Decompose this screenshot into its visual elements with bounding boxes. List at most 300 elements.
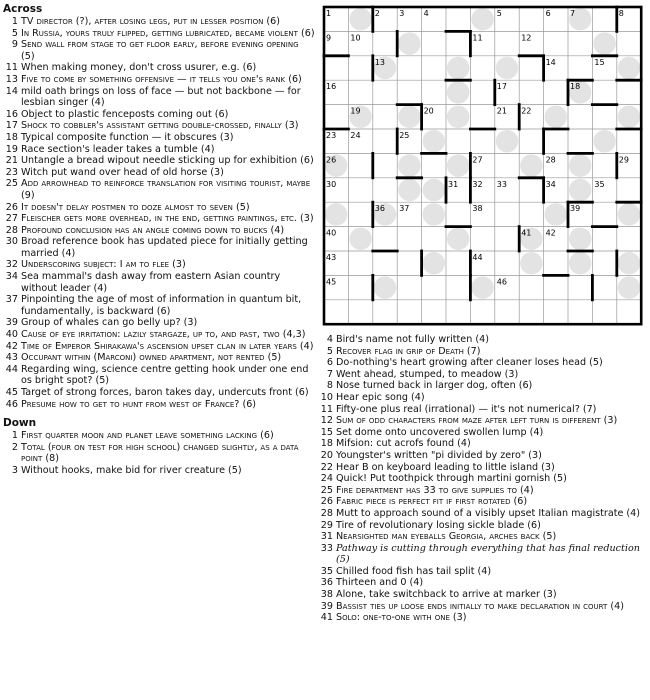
grid-cell[interactable]	[397, 251, 421, 275]
across-clue-5[interactable]	[3, 28, 315, 40]
clue-number: 19	[5, 143, 18, 155]
grid-cell[interactable]	[544, 251, 568, 275]
grid-cell[interactable]	[617, 202, 641, 226]
clue-text: Five to come by something offensive — it tells you one's rank (6)	[21, 73, 302, 85]
across-clue-16[interactable]	[3, 109, 315, 121]
grid-cell[interactable]	[470, 227, 494, 251]
grid-cell[interactable]	[397, 227, 421, 251]
grid-cell[interactable]	[617, 129, 641, 153]
grid-cell[interactable]	[422, 56, 446, 80]
grid-cell[interactable]	[397, 105, 421, 129]
cell-number: 17	[496, 82, 507, 92]
grid-cell[interactable]	[446, 300, 470, 324]
grid-cell[interactable]	[617, 275, 641, 299]
grid-cell[interactable]	[397, 56, 421, 80]
across-header: Across	[3, 3, 43, 15]
grid-cell[interactable]	[519, 251, 543, 275]
grid-cell[interactable]	[592, 300, 616, 324]
clue-text: Quick! Put toothpick through martini gornish (5)	[336, 473, 567, 485]
grid-cell[interactable]	[373, 129, 397, 153]
grid-cell[interactable]	[519, 202, 543, 226]
down-clue-24[interactable]	[318, 473, 648, 485]
grid-cell[interactable]	[544, 275, 568, 299]
grid-cell[interactable]	[373, 300, 397, 324]
grid-cell[interactable]	[544, 31, 568, 55]
clue-number: 13	[5, 73, 18, 85]
grid-cell[interactable]	[348, 227, 372, 251]
across-clue-30[interactable]	[3, 236, 315, 259]
grid-cell[interactable]	[373, 227, 397, 251]
clue-text: Typical composite function — it obscures (3)	[21, 131, 234, 143]
across-clue-14[interactable]	[3, 86, 315, 109]
clue-number: 22	[320, 461, 333, 473]
grid-cell[interactable]	[519, 300, 543, 324]
grid-cell[interactable]	[446, 129, 470, 153]
grid-cell[interactable]	[373, 153, 397, 177]
grid-cell[interactable]	[446, 31, 470, 55]
across-clue-37[interactable]	[3, 294, 315, 317]
down-clue-41[interactable]	[318, 612, 648, 624]
clue-number: 39	[320, 600, 333, 612]
down-header: Down	[3, 417, 37, 430]
clue-text: Add arrowhead to reinforce translation for visiting tourist, maybe (9)	[21, 178, 311, 201]
clue-number: 37	[5, 294, 18, 306]
grid-cell[interactable]	[617, 300, 641, 324]
clue-text: Chilled food fish has tail split (4)	[336, 565, 492, 577]
clue-number: 39	[5, 317, 18, 329]
down-clue-38[interactable]	[318, 589, 648, 601]
clue-number: 8	[326, 380, 333, 392]
grid-cell[interactable]	[519, 129, 543, 153]
cell-number: 8	[618, 9, 624, 18]
down-clue-list-continued	[318, 334, 648, 624]
clue-number: 26	[320, 496, 333, 508]
down-clue-36[interactable]	[318, 577, 648, 589]
down-clue-11[interactable]	[318, 404, 648, 416]
across-clue-13[interactable]	[3, 74, 315, 86]
grid-cell[interactable]	[544, 202, 568, 226]
grid-cell[interactable]	[397, 153, 421, 177]
cell-number: 10	[350, 33, 361, 43]
grid-cell[interactable]	[519, 56, 543, 80]
down-clue-22[interactable]	[318, 462, 648, 474]
grid-cell[interactable]	[592, 153, 616, 177]
clue-text: Occupant within (Marconi) owned apartment, not rented (5)	[21, 352, 282, 364]
grid-cell[interactable]	[446, 153, 470, 177]
down-clue-18[interactable]	[318, 438, 648, 450]
cell-number: 18	[570, 82, 581, 92]
cell-number: 7	[570, 9, 576, 18]
grid-cell[interactable]	[617, 105, 641, 129]
clue-text: Regarding wing, science centre getting hook under one end os bright spot? (5)	[21, 363, 309, 387]
across-clue-11[interactable]	[3, 62, 315, 74]
grid-cell[interactable]	[592, 251, 616, 275]
grid-cell[interactable]	[324, 202, 348, 226]
across-clue-43[interactable]	[3, 352, 315, 364]
cell-number: 29	[618, 155, 629, 165]
across-clue-1[interactable]	[3, 16, 315, 28]
grid-cell[interactable]	[324, 300, 348, 324]
grid-cell[interactable]	[519, 7, 543, 31]
clue-text: Bird's name not fully written (4)	[336, 334, 489, 345]
down-clue-31[interactable]	[318, 531, 648, 543]
cell-number: 41	[521, 228, 532, 238]
across-clue-45[interactable]	[3, 387, 315, 399]
grid-cell[interactable]	[422, 227, 446, 251]
cell-number: 23	[326, 131, 337, 140]
cell-number: 26	[326, 155, 337, 165]
grid-cell[interactable]	[495, 300, 519, 324]
grid-cell[interactable]	[348, 275, 372, 299]
clue-number: 36	[320, 577, 333, 589]
clue-number: 32	[5, 259, 18, 271]
clue-text: Pathway is cutting through everything that has final reduction (5)	[336, 542, 640, 566]
down-clue-33[interactable]	[318, 543, 648, 566]
grid-cell[interactable]	[348, 251, 372, 275]
clue-number: 25	[320, 484, 333, 496]
clue-number: 45	[5, 387, 18, 398]
grid-cell[interactable]	[446, 275, 470, 299]
down-clue-8[interactable]	[318, 380, 648, 392]
grid-cell[interactable]	[470, 7, 494, 31]
grid-cell[interactable]	[592, 129, 616, 153]
down-clue-5[interactable]	[318, 346, 648, 358]
grid-cell[interactable]	[568, 56, 592, 80]
cell-number: 6	[545, 9, 551, 18]
down-clue-25[interactable]	[318, 485, 648, 497]
clue-number: 4	[326, 334, 333, 345]
grid-cell[interactable]	[446, 105, 470, 129]
grid-cell[interactable]	[568, 227, 592, 251]
down-clue-28[interactable]	[318, 508, 648, 520]
clue-number: 34	[5, 271, 18, 283]
across-clue-42[interactable]	[3, 341, 315, 353]
clue-text: Went ahead, stumped, to meadow (3)	[336, 368, 519, 380]
across-clue-21[interactable]	[3, 155, 315, 167]
clue-text: Send wall from stage to get floor early, before evening opening (5)	[21, 39, 299, 62]
cell-number: 16	[326, 82, 337, 92]
grid-cell[interactable]	[495, 129, 519, 153]
grid-cell[interactable]	[446, 80, 470, 104]
clue-text: When making money, don't cross usurer, e.g. (6)	[21, 62, 257, 74]
clue-text: Sea mammal's dash away from eastern Asian country without leader (4)	[21, 271, 281, 294]
cell-number: 38	[472, 204, 483, 214]
clue-number: 27	[5, 213, 18, 225]
cell-number: 2	[374, 9, 380, 18]
clue-text: Recover flag in grip of Death (7)	[336, 345, 481, 357]
down-clue-15[interactable]	[318, 427, 648, 439]
clue-number: 5	[11, 27, 18, 39]
down-clue-26[interactable]	[318, 496, 648, 508]
across-clue-25[interactable]	[3, 178, 315, 201]
clue-number: 41	[320, 612, 333, 624]
clue-text: It doesn't delay postmen to doze almost to seven (5)	[21, 201, 250, 213]
cell-number: 33	[496, 179, 507, 189]
across-clue-27[interactable]	[3, 213, 315, 225]
down-clue-10[interactable]	[318, 392, 648, 404]
cell-number: 22	[521, 106, 532, 116]
clue-number: 14	[5, 85, 18, 97]
cell-number: 39	[570, 204, 581, 214]
clue-text: Untangle a bread wipout needle sticking up for exhibition (6)	[21, 155, 314, 167]
grid-cell[interactable]	[422, 275, 446, 299]
cell-number: 20	[423, 106, 434, 116]
clue-text: TV director (?), after losing legs, put in lesser position (6)	[21, 16, 280, 27]
cell-number: 5	[496, 9, 502, 18]
clue-text: Group of whales can go belly up? (3)	[21, 317, 198, 329]
cell-number: 40	[326, 228, 337, 238]
across-clue-44[interactable]	[3, 364, 315, 387]
grid-cell[interactable]	[397, 178, 421, 202]
grid-cell[interactable]	[592, 7, 616, 31]
clue-number: 40	[5, 329, 18, 341]
grid-cell[interactable]	[592, 202, 616, 226]
down-clue-20[interactable]	[318, 450, 648, 462]
grid-cell[interactable]	[519, 178, 543, 202]
grid-cell[interactable]	[422, 300, 446, 324]
grid-cell[interactable]	[446, 56, 470, 80]
down-clue-3[interactable]	[3, 465, 315, 477]
cell-number: 28	[545, 155, 556, 165]
down-clue-1[interactable]	[3, 430, 315, 442]
grid-cell[interactable]	[617, 80, 641, 104]
clue-number: 16	[5, 108, 18, 120]
grid-cell[interactable]	[592, 31, 616, 55]
grid-cell[interactable]	[373, 275, 397, 299]
grid-cell[interactable]	[592, 275, 616, 299]
grid-cell[interactable]	[495, 56, 519, 80]
across-clue-28[interactable]	[3, 225, 315, 237]
down-clue-35[interactable]	[318, 566, 648, 578]
crossword-grid[interactable]	[322, 5, 646, 333]
grid-cell[interactable]	[617, 31, 641, 55]
grid-cell[interactable]	[470, 275, 494, 299]
grid-cell[interactable]	[568, 251, 592, 275]
cell-number: 31	[448, 179, 459, 189]
grid-cell[interactable]	[348, 300, 372, 324]
grid-cell[interactable]	[397, 275, 421, 299]
grid-cell[interactable]	[373, 105, 397, 129]
across-clue-32[interactable]	[3, 259, 315, 271]
across-clue-23[interactable]	[3, 167, 315, 179]
clue-number: 10	[320, 391, 333, 403]
grid-cell[interactable]	[348, 153, 372, 177]
cell-number: 4	[423, 9, 429, 18]
across-clue-19[interactable]	[3, 144, 315, 156]
clue-number: 1	[11, 16, 18, 27]
down-clue-29[interactable]	[318, 520, 648, 532]
clue-number: 28	[5, 224, 18, 236]
grid-cell[interactable]	[495, 227, 519, 251]
clue-text: Total (four on test for high school) changed slightly, as a data point (8)	[21, 441, 299, 465]
grid-cell[interactable]	[446, 202, 470, 226]
clue-number: 29	[320, 519, 333, 531]
clue-number: 12	[320, 415, 333, 427]
down-clue-12[interactable]	[318, 415, 648, 427]
clue-text: Broad reference book has updated piece for initially getting married (4)	[21, 236, 308, 259]
grid-cell[interactable]	[422, 129, 446, 153]
cell-number: 36	[374, 204, 385, 214]
across-clue-46[interactable]	[3, 399, 315, 411]
cell-number: 13	[374, 57, 385, 67]
grid-cell[interactable]	[519, 153, 543, 177]
cell-number: 12	[521, 33, 532, 43]
across-clue-9[interactable]	[3, 39, 315, 62]
clue-text: Hear B on keyboard leading to little island (3)	[336, 461, 555, 473]
grid-cell[interactable]	[568, 275, 592, 299]
grid-cell[interactable]	[348, 202, 372, 226]
down-clue-list	[3, 430, 315, 476]
clue-text: Race section's leader takes a tumble (4)	[21, 143, 215, 155]
clue-column-left	[3, 3, 315, 477]
cell-number: 25	[399, 131, 410, 140]
cell-number: 34	[545, 179, 556, 189]
grid-cell[interactable]	[324, 56, 348, 80]
clue-text: Without hooks, make bid for river creature (5)	[21, 464, 242, 476]
clue-number: 5	[326, 345, 333, 357]
cell-number: 46	[496, 277, 507, 287]
grid-cell[interactable]	[470, 80, 494, 104]
clue-text: Cause of eye irritation: lazily stargaze, up to, and past, two (4,3)	[21, 329, 306, 341]
grid-cell[interactable]	[348, 80, 372, 104]
grid-cell[interactable]	[592, 227, 616, 251]
across-clue-18[interactable]	[3, 132, 315, 144]
clue-text: Fire department has 33 to give supplies to (4)	[336, 484, 534, 496]
grid-cell[interactable]	[519, 80, 543, 104]
clue-number: 15	[320, 426, 333, 438]
grid-cell[interactable]	[422, 153, 446, 177]
grid-cell[interactable]	[397, 300, 421, 324]
clue-text: Bassist ties up loose ends initially to make declaration in court (4)	[336, 600, 624, 612]
grid-cell[interactable]	[397, 31, 421, 55]
clue-text: mild oath brings on loss of face — but not backbone — for lesbian singer (4)	[21, 85, 301, 109]
grid-cell[interactable]	[617, 251, 641, 275]
clue-text: Shock to cobbler's assistant getting double-crossed, finally (3)	[21, 120, 299, 132]
grid-cell[interactable]	[373, 31, 397, 55]
grid-cell[interactable]	[617, 56, 641, 80]
grid-cell[interactable]	[544, 105, 568, 129]
grid-cell[interactable]	[422, 178, 446, 202]
clue-number: 44	[5, 363, 18, 375]
down-clue-2[interactable]	[3, 442, 315, 465]
clue-number: 11	[320, 403, 333, 415]
cell-number: 21	[496, 106, 507, 116]
grid-cell[interactable]	[568, 300, 592, 324]
cell-number: 27	[472, 155, 483, 165]
clue-number: 35	[320, 565, 333, 577]
cell-number: 19	[350, 106, 361, 116]
across-clue-34[interactable]	[3, 271, 315, 294]
grid-cell[interactable]	[348, 56, 372, 80]
down-clue-39[interactable]	[318, 601, 648, 613]
cell-number: 30	[326, 179, 337, 189]
grid-cell[interactable]	[324, 105, 348, 129]
grid-cell[interactable]	[568, 178, 592, 202]
grid-cell[interactable]	[495, 251, 519, 275]
grid-cell[interactable]	[422, 251, 446, 275]
grid-cell[interactable]	[495, 202, 519, 226]
clue-number: 38	[320, 589, 333, 601]
clue-text: Youngster's written "pi divided by zero" (3)	[336, 449, 542, 461]
grid-cell[interactable]	[422, 80, 446, 104]
grid-cell[interactable]	[617, 227, 641, 251]
across-clue-40[interactable]	[3, 329, 315, 341]
down-clue-6[interactable]	[318, 357, 648, 369]
grid-cell[interactable]	[422, 31, 446, 55]
grid-cell[interactable]	[373, 251, 397, 275]
grid-cell[interactable]	[495, 31, 519, 55]
clue-text: Do-nothing's heart growing after cleaner loses head (5)	[336, 357, 603, 369]
clue-number: 21	[5, 155, 18, 167]
cell-number: 42	[545, 228, 556, 238]
down-clue-4[interactable]	[318, 334, 648, 346]
cell-number: 24	[350, 131, 361, 140]
clue-text: Fabric piece is perfect fit if first rotated (6)	[336, 496, 528, 508]
grid-cell[interactable]	[544, 80, 568, 104]
grid-cell[interactable]	[592, 105, 616, 129]
cell-number: 3	[399, 9, 405, 18]
clue-text: Solo: one-to-one with one (3)	[336, 612, 467, 624]
clue-number: 7	[326, 368, 333, 380]
clue-text: Mifsion: cut acrofs found (4)	[336, 438, 471, 450]
grid-cell[interactable]	[446, 7, 470, 31]
clue-number: 17	[5, 120, 18, 132]
grid-cell[interactable]	[422, 202, 446, 226]
grid-cell[interactable]	[568, 31, 592, 55]
clue-number: 11	[5, 62, 18, 74]
across-clue-17[interactable]	[3, 120, 315, 132]
cell-number: 11	[472, 33, 483, 43]
clue-text: Pinpointing the age of most of information in quantum bit, fundamentally, is backward (6)	[21, 294, 302, 317]
clue-text: Nearsighted man eyeballs Georgia, arches back (5)	[336, 531, 557, 543]
grid-cell[interactable]	[544, 129, 568, 153]
grid-cell[interactable]	[544, 300, 568, 324]
grid-cell[interactable]	[470, 105, 494, 129]
cell-number: 45	[326, 277, 337, 287]
clue-number: 6	[326, 357, 333, 369]
grid-cell[interactable]	[373, 178, 397, 202]
cell-number: 44	[472, 253, 483, 262]
grid-cell[interactable]	[470, 129, 494, 153]
grid-cell[interactable]	[470, 56, 494, 80]
grid-cell[interactable]	[519, 275, 543, 299]
clue-text: Fifty-one plus real (irrational) — it's not numerical? (7)	[336, 403, 597, 415]
clue-number: 3	[11, 464, 18, 476]
across-clue-26[interactable]	[3, 202, 315, 214]
grid-cell[interactable]	[617, 178, 641, 202]
grid-cell[interactable]	[495, 153, 519, 177]
grid-cell[interactable]	[348, 7, 372, 31]
grid-cell[interactable]	[592, 80, 616, 104]
across-clue-39[interactable]	[3, 317, 315, 329]
grid-cell[interactable]	[446, 227, 470, 251]
grid-cell[interactable]	[397, 80, 421, 104]
clue-number: 9	[11, 39, 18, 51]
down-clue-7[interactable]	[318, 369, 648, 381]
clue-column-right	[318, 334, 648, 624]
clue-text: Underscoring subject: I am to flee (3)	[21, 259, 186, 271]
cell-number: 37	[399, 204, 410, 214]
grid-cell[interactable]	[348, 178, 372, 202]
grid-cell[interactable]	[446, 251, 470, 275]
grid-cell[interactable]	[373, 80, 397, 104]
grid-cell[interactable]	[568, 105, 592, 129]
grid-cell[interactable]	[568, 129, 592, 153]
grid-cell[interactable]	[568, 153, 592, 177]
grid-cell[interactable]	[470, 300, 494, 324]
clue-number: 33	[320, 542, 333, 554]
clue-text: Nose turned back in larger dog, often (6)	[336, 380, 533, 392]
